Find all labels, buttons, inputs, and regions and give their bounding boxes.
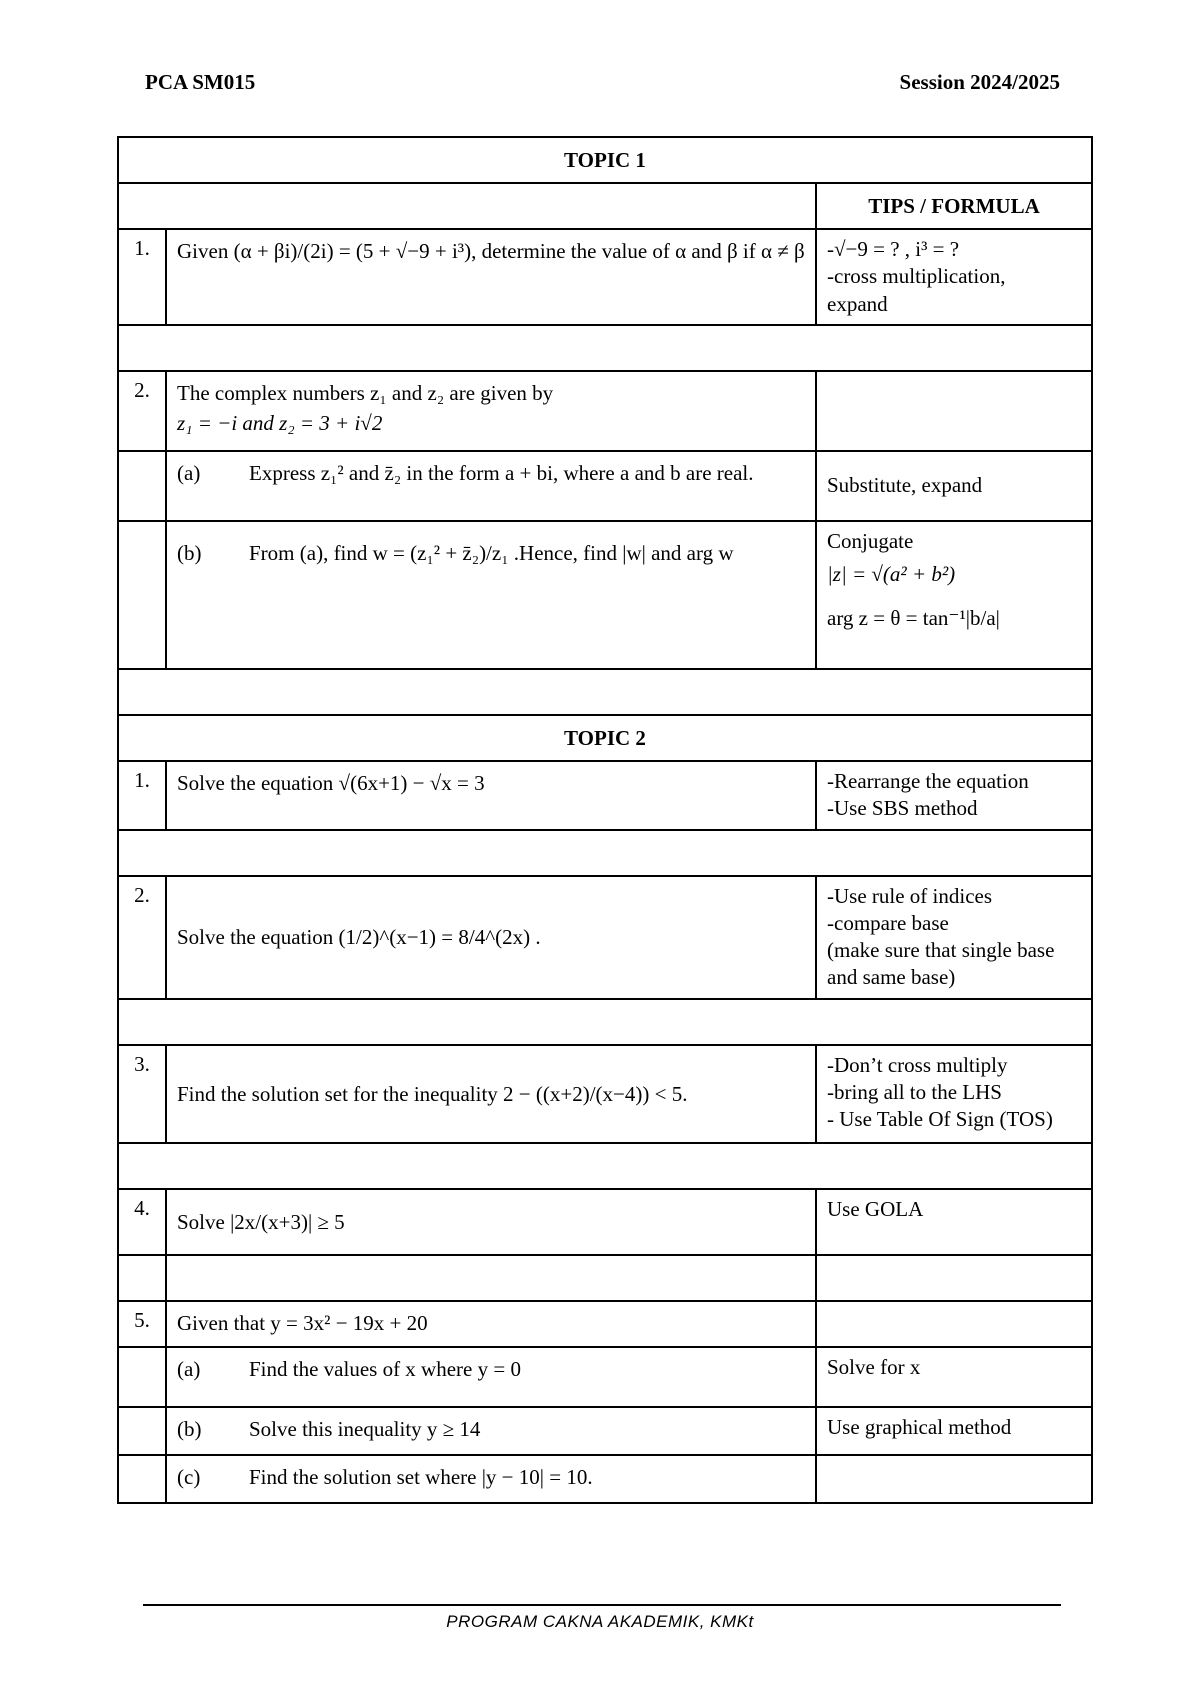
- blank-cell: [118, 1255, 166, 1301]
- topic1-q1-equation: Given (α + βi)/(2i) = (5 + √−9 + i³), determine the value of α and β if α ≠ β: [177, 239, 805, 263]
- tip-line: -cross multiplication,: [827, 264, 1006, 289]
- tip-line: -Use SBS method: [827, 796, 978, 821]
- topic1-q2-text: [166, 371, 816, 451]
- part-text: Express z₁² and z̄₂ in the form a + bi, where a and b are real.: [249, 461, 754, 485]
- tip-line: -bring all to the LHS: [827, 1080, 1002, 1105]
- blank-cell: [118, 451, 166, 521]
- part-label: (c): [177, 1464, 201, 1489]
- tips-formula-heading: TIPS / FORMULA: [816, 183, 1092, 229]
- blank-cell: [118, 1347, 166, 1407]
- tip-line: expand: [827, 291, 888, 316]
- topic2-heading: TOPIC 2: [118, 715, 1092, 761]
- topic2-q5b: [166, 1407, 816, 1455]
- topic1-q2a-tip: Substitute, expand: [816, 451, 1092, 521]
- tip-line: Conjugate: [827, 529, 914, 553]
- footer-text: PROGRAM CAKNA AKADEMIK, KMKt: [446, 1612, 754, 1631]
- question-number: 1.: [118, 761, 166, 830]
- part-text: Find the solution set where |y − 10| = 10.: [249, 1464, 593, 1489]
- tip-line: -Use rule of indices: [827, 883, 993, 908]
- topic2-q5c: [166, 1455, 816, 1503]
- question-number: 3.: [118, 1045, 166, 1143]
- topic2-q4-text: Solve |2x/(x+3)| ≥ 5: [166, 1189, 816, 1255]
- blank-cell: [118, 1455, 166, 1503]
- worksheet-table: [117, 136, 1093, 1504]
- question-number: 5.: [118, 1301, 166, 1347]
- header-course-code: PCA SM015: [145, 70, 256, 94]
- spacer-row: [118, 999, 1092, 1045]
- blank-cell: [816, 1255, 1092, 1301]
- blank-cell: [118, 1407, 166, 1455]
- part-text: Solve this inequality y ≥ 14: [249, 1416, 481, 1441]
- topic1-q1-text: [166, 229, 816, 325]
- question-number: 4.: [118, 1189, 166, 1255]
- tip-formula: arg z = θ = tan⁻¹|b/a|: [827, 605, 1000, 630]
- tip-line: and same base): [827, 965, 956, 990]
- tip-line: -√−9 = ? , i³ = ?: [827, 237, 960, 261]
- header-session: Session 2024/2025: [899, 70, 1060, 94]
- topic2-q1-tips: [816, 761, 1092, 830]
- blank-cell: [816, 1301, 1092, 1347]
- topic2-q2-text: Solve the equation (1/2)^(x−1) = 8/4^(2x) .: [166, 876, 816, 999]
- footer-divider: [143, 1604, 1061, 1606]
- tip-line: - Use Table Of Sign (TOS): [827, 1107, 1053, 1132]
- topic2-q2-tips: [816, 876, 1092, 999]
- topic2-q5b-tip: Use graphical method: [816, 1407, 1092, 1455]
- tip-formula: |z| = √(a² + b²): [827, 562, 956, 587]
- blank-cell: [166, 1255, 816, 1301]
- tip-line: -Rearrange the equation: [827, 769, 1029, 793]
- blank-cell: [118, 183, 816, 229]
- part-label: (a): [177, 1356, 201, 1381]
- part-text: From (a), find w = (z₁² + z̄₂)/z₁ .Hence, find |w| and arg w: [249, 541, 734, 565]
- topic1-q2a: [166, 451, 816, 521]
- spacer-row: [118, 325, 1092, 371]
- topic1-q2b-tips: [816, 521, 1092, 669]
- blank-cell: [816, 1455, 1092, 1503]
- topic2-q5a-tip: Solve for x: [816, 1347, 1092, 1407]
- topic1-q1-tips: [816, 229, 1092, 325]
- topic2-q5a: [166, 1347, 816, 1407]
- question-line: The complex numbers z₁ and z₂ are given by: [177, 381, 554, 405]
- topic2-q3-tips: [816, 1045, 1092, 1143]
- question-equation: z₁ = −i and z₂ = 3 + i√2: [177, 411, 383, 436]
- topic2-q3-text: Find the solution set for the inequality 2 − ((x+2)/(x−4)) < 5.: [166, 1045, 816, 1143]
- tip-line: -compare base: [827, 910, 949, 935]
- tip-line: (make sure that single base: [827, 938, 1055, 963]
- part-label: (b): [177, 541, 202, 565]
- blank-cell: [118, 521, 166, 669]
- topic2-q4-tip: Use GOLA: [816, 1189, 1092, 1255]
- tip-line: -Don’t cross multiply: [827, 1052, 1008, 1077]
- part-label: (a): [177, 461, 201, 485]
- spacer-row: [118, 669, 1092, 715]
- spacer-row: [118, 830, 1092, 876]
- topic1-q2b: [166, 521, 816, 669]
- part-text: Find the values of x where y = 0: [249, 1356, 521, 1381]
- question-number: 1.: [118, 229, 166, 325]
- question-number: 2.: [118, 876, 166, 999]
- empty-tip: [816, 371, 1092, 451]
- topic2-q5-text: Given that y = 3x² − 19x + 20: [166, 1301, 816, 1347]
- topic2-q1-text: Solve the equation √(6x+1) − √x = 3: [166, 761, 816, 830]
- spacer-row: [118, 1143, 1092, 1189]
- topic1-heading: TOPIC 1: [118, 137, 1092, 183]
- part-label: (b): [177, 1416, 202, 1441]
- question-number: 2.: [118, 371, 166, 451]
